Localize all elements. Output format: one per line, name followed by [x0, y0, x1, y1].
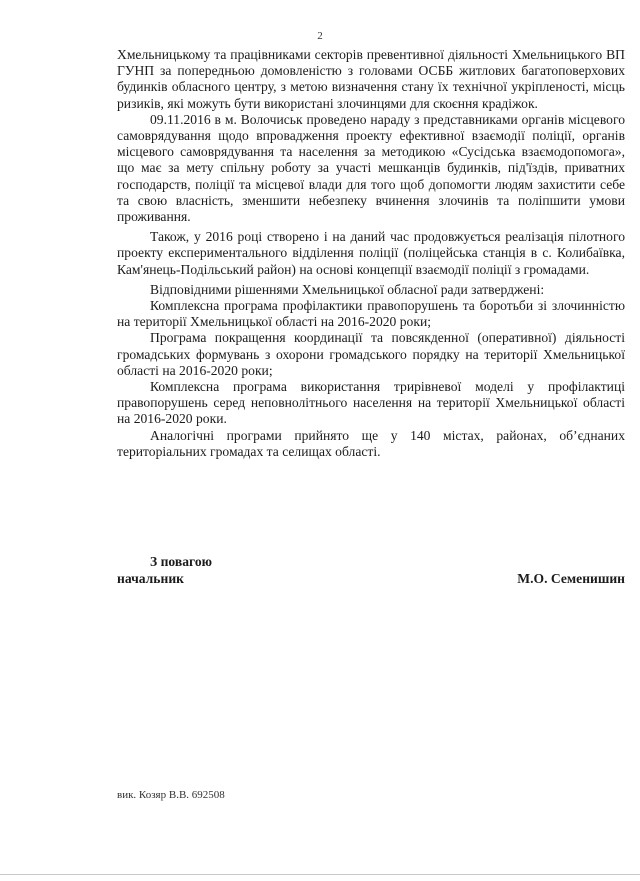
paragraph-continuation: Хмельницькому та працівниками секторів превентивної діяльності Хмельницького ВП ГУНП за попередньою домовленістю з головами ОСББ житлових багатоповерхових будинків обласного центру, з метою визначення стану їх технічної укріпленості, місць ризиків, які можуть бути використані злочинцями для скоєння крадіжок. [117, 47, 625, 111]
paragraph-similar-programs: Аналогічні програми прийнято ще у 140 містах, районах, об’єднаних територіальних громадах та селищах області. [117, 427, 625, 459]
paragraph-volochysk-meeting: 09.11.2016 в м. Волочиськ проведено нараду з представниками органів місцевого самоврядування щодо впровадження проекту ефективної взаємодії поліції, органів місцевого самоврядування та населення за методикою «Сусідська взаємодопомога», що має за мету спільну роботу за участі мешканців будинків, під'їздів, приватних господарств, поліції та місцевої влади для того щоб допомогти людям захистити себе та свою власність, зменшити небезпеку вчинення злочинів та поліпшити умови проживання. [117, 111, 625, 225]
letter-body [117, 47, 625, 460]
paragraph-decisions-intro: Відповідними рішеннями Хмельницької обласної ради затверджені: [150, 281, 545, 297]
paragraph-pilot-project: Також, у 2016 році створено і на даний час продовжується реалізація пілотного проекту експериментального відділення поліції (поліцейська станція в с. Колибаївка, Кам'янець-Подільський район) на основі концепції взаємодії поліції з громадами. [117, 229, 625, 277]
paragraph-program-juvenile: Комплексна програма використання трирівневої моделі у профілактиці правопорушень серед неповнолітнього населення на території Хмельницької області на 2016-2020 роки. [117, 379, 625, 427]
signature-greeting: З повагою [150, 554, 213, 569]
paragraph-program-crime-prevention: Комплексна програма профілактики правопорушень та боротьби зі злочинністю на території Хмельницької області на 2016-2020 роки; [117, 298, 625, 330]
paragraph-program-public-formations: Програма покращення координації та повсякденної (оперативної) діяльності громадських формувань з охорони громадського порядку на території Хмельницької області на 2016-2020 роки; [117, 330, 625, 378]
signature-position: начальник [117, 571, 184, 586]
signature-name: М.О. Семенишин [517, 571, 625, 586]
scan-edge-line [0, 874, 640, 875]
executor-note: вик. Козяр В.В. 692508 [117, 789, 225, 801]
page-number: 2 [317, 30, 323, 42]
signature-block [117, 553, 625, 587]
signature-row [117, 570, 625, 587]
